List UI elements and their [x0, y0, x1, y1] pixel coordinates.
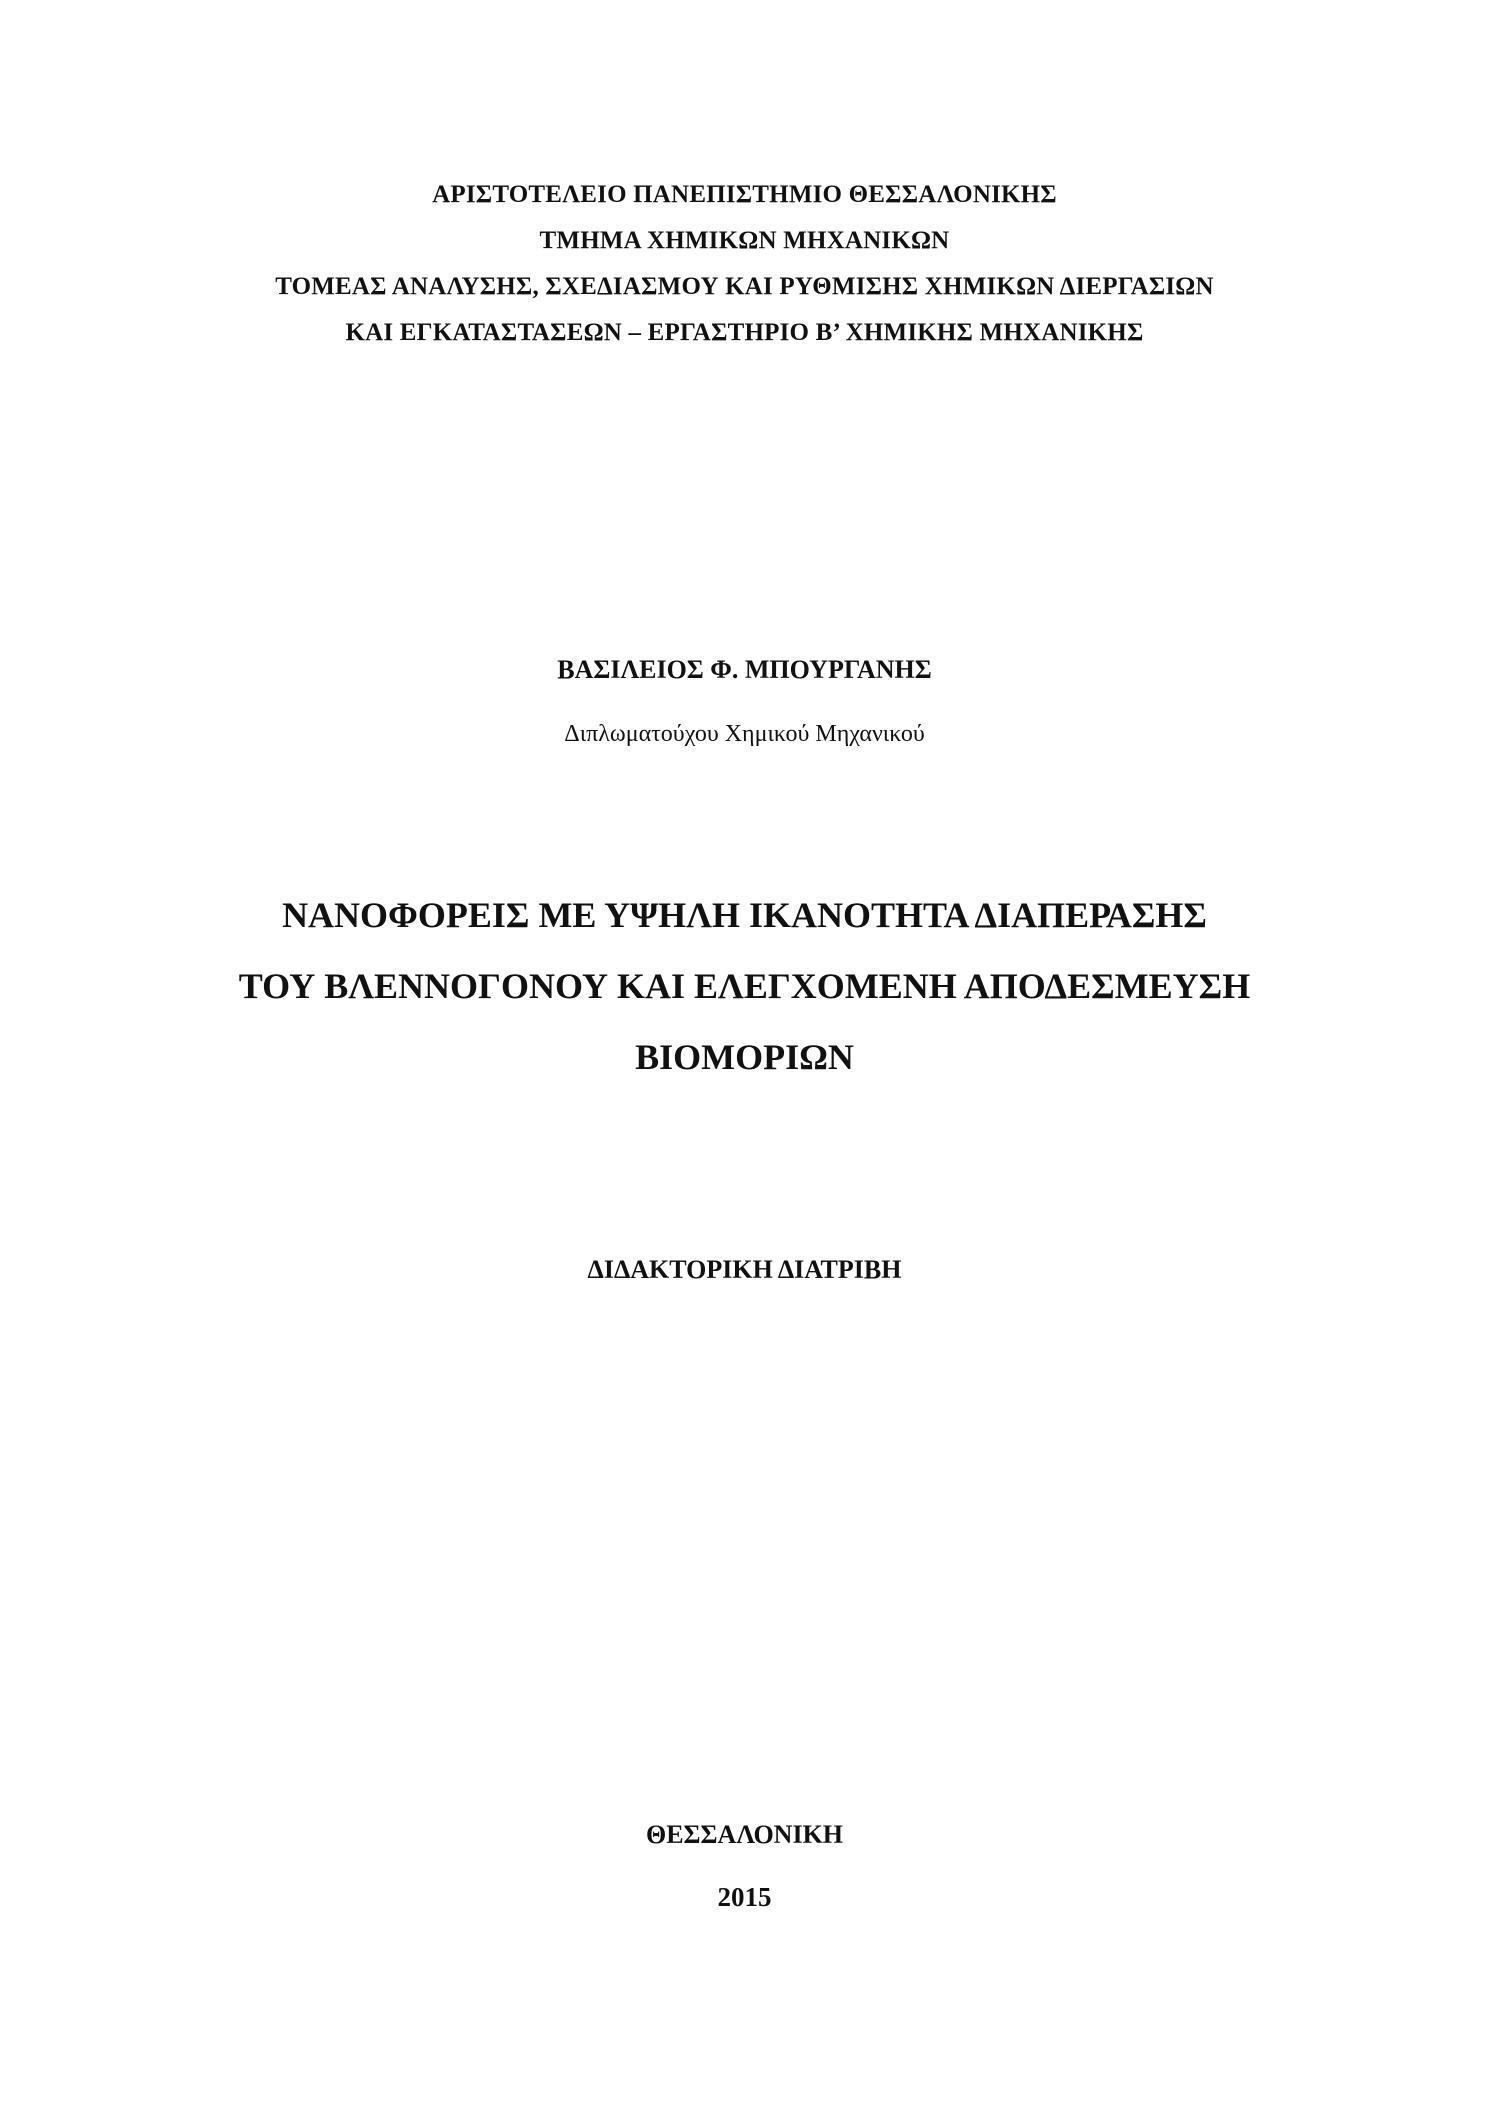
author-block [0, 650, 1489, 754]
author-degree: Διπλωματούχου Χημικού Μηχανικού [564, 721, 925, 747]
thesis-title-line-3: ΒΙΟΜΟΡΙΩΝ [635, 1037, 854, 1077]
publication-year: 2015 [717, 1882, 772, 1912]
institution-header [0, 172, 1489, 356]
thesis-title-line-1: ΝΑΝΟΦΟΡΕΙΣ ΜΕ ΥΨΗΛΗ ΙΚΑΝΟΤΗΤΑ ΔΙΑΠΕΡΑΣΗΣ [282, 895, 1207, 935]
thesis-title [0, 880, 1489, 1093]
division-name-line-2: ΚΑΙ ΕΓΚΑΤΑΣΤΑΣΕΩΝ – ΕΡΓΑΣΤΗΡΙΟ Β’ ΧΗΜΙΚΗΣ ΜΗΧΑΝΙΚΗΣ [345, 319, 1144, 346]
thesis-title-line-2: ΤΟΥ ΒΛΕΝΝΟΓΟΝΟΥ ΚΑΙ ΕΛΕΓΧΟΜΕΝΗ ΑΠΟΔΕΣΜΕΥΣΗ [238, 966, 1251, 1006]
department-name: ΤΜΗΜΑ ΧΗΜΙΚΩΝ ΜΗΧΑΝΙΚΩΝ [539, 227, 950, 254]
university-name: ΑΡΙΣΤΟΤΕΛΕΙΟ ΠΑΝΕΠΙΣΤΗΜΙΟ ΘΕΣΣΑΛΟΝΙΚΗΣ [432, 181, 1057, 208]
place-of-publication: ΘΕΣΣΑΛΟΝΙΚΗ [645, 1820, 844, 1849]
document-type: ΔΙΔΑΚΤΟΡΙΚΗ ΔΙΑΤΡΙΒΗ [587, 1255, 902, 1284]
division-name-line-1: ΤΟΜΕΑΣ ΑΝΑΛΥΣΗΣ, ΣΧΕΔΙΑΣΜΟΥ ΚΑΙ ΡΥΘΜΙΣΗΣ ΧΗΜΙΚΩΝ ΔΙΕΡΓΑΣΙΩΝ [275, 273, 1214, 300]
author-name: ΒΑΣΙΛΕΙΟΣ Φ. ΜΠΟΥΡΓΑΝΗΣ [557, 655, 932, 684]
